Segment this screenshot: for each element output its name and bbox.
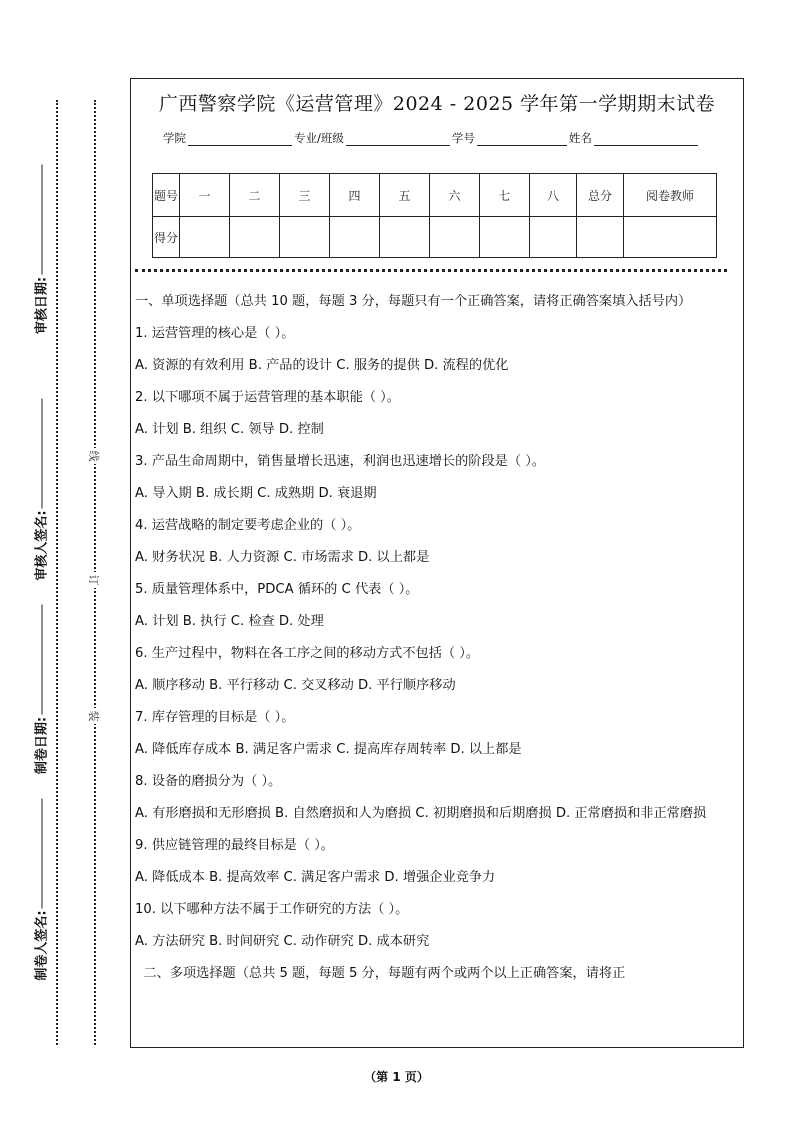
maker-date-field [31, 590, 50, 790]
score-table [152, 173, 717, 258]
question-4-options: A. 财务状况 B. 人力资源 C. 市场需求 D. 以上都是 [135, 550, 430, 565]
student-id-input[interactable] [477, 133, 567, 146]
question-number-header: 题号 [153, 174, 180, 217]
name-label: 姓名 [568, 131, 592, 145]
col-4: 四 [330, 174, 380, 217]
col-2: 二 [230, 174, 280, 217]
question-10-options: A. 方法研究 B. 时间研究 C. 动作研究 D. 成本研究 [135, 934, 430, 949]
exam-title: 广西警察学院《运营管理》2024 - 2025 学年第一学期期末试卷 [158, 93, 716, 115]
score-cell[interactable] [280, 217, 330, 258]
major-class-label: 专业/班级 [294, 131, 344, 145]
maker-sign-blank[interactable] [42, 798, 43, 908]
question-4: 4. 运营战略的制定要考虑企业的（ ）。 [135, 518, 361, 533]
score-cell[interactable] [430, 217, 480, 258]
reviewer-date-label: 审核日期: [34, 276, 50, 335]
question-6: 6. 生产过程中，物料在各工序之间的移动方式不包括（ ）。 [135, 646, 480, 661]
section-divider [135, 269, 727, 272]
binding-margin [0, 0, 128, 1122]
page-number: （第 1 页） [364, 1070, 429, 1084]
student-info-row [163, 130, 743, 146]
question-1-options: A. 资源的有效利用 B. 产品的设计 C. 服务的提供 D. 流程的优化 [135, 358, 509, 373]
maker-date-label: 制卷日期: [34, 716, 50, 775]
reviewer-date-blank[interactable] [42, 165, 43, 275]
col-5: 五 [380, 174, 430, 217]
binding-mark-bind: 装 [86, 708, 102, 724]
maker-date-blank[interactable] [42, 605, 43, 715]
reviewer-sign-label: 审核人签名: [34, 510, 50, 581]
binding-mark-staple: 订 [86, 572, 102, 588]
reviewer-date-field [31, 150, 50, 350]
question-9-options: A. 降低成本 B. 提高效率 C. 满足客户需求 D. 增强企业竞争力 [135, 870, 496, 885]
col-grader: 阅卷教师 [624, 174, 717, 217]
col-8: 八 [530, 174, 577, 217]
college-label: 学院 [163, 131, 186, 145]
question-8-options: A. 有形磨损和无形磨损 B. 自然磨损和人为磨损 C. 初期磨损和后期磨损 D. 正常磨损和非正常磨损 [135, 806, 707, 821]
col-3: 三 [280, 174, 330, 217]
score-cell[interactable] [480, 217, 530, 258]
exam-frame [130, 78, 744, 1048]
reviewer-sign-field [31, 390, 50, 590]
name-input[interactable] [594, 133, 698, 146]
score-table-header-row [153, 174, 717, 217]
score-cell[interactable] [180, 217, 230, 258]
college-input[interactable] [188, 133, 292, 146]
question-9: 9. 供应链管理的最终目标是（ ）。 [135, 838, 334, 853]
question-7: 7. 库存管理的目标是（ ）。 [135, 710, 295, 725]
grader-cell[interactable] [624, 217, 717, 258]
col-6: 六 [430, 174, 480, 217]
score-cell[interactable] [230, 217, 280, 258]
score-header: 得分 [153, 217, 180, 258]
major-class-input[interactable] [346, 133, 450, 146]
reviewer-sign-blank[interactable] [42, 398, 43, 508]
col-7: 七 [480, 174, 530, 217]
question-10: 10. 以下哪种方法不属于工作研究的方法（ ）。 [135, 902, 409, 917]
col-total: 总分 [577, 174, 624, 217]
student-id-label: 学号 [451, 131, 475, 145]
exam-content [135, 291, 739, 984]
question-6-options: A. 顺序移动 B. 平行移动 C. 交叉移动 D. 平行顺序移动 [135, 678, 456, 693]
total-score-cell[interactable] [577, 217, 624, 258]
score-cell[interactable] [380, 217, 430, 258]
col-1: 一 [180, 174, 230, 217]
question-7-options: A. 降低库存成本 B. 满足客户需求 C. 提高库存周转率 D. 以上都是 [135, 742, 522, 757]
question-3-options: A. 导入期 B. 成长期 C. 成熟期 D. 衰退期 [135, 486, 377, 501]
question-2-options: A. 计划 B. 组织 C. 领导 D. 控制 [135, 422, 324, 437]
section2-title: 二、多项选择题（总共 5 题，每题 5 分，每题有两个或两个以上正确答案，请将正 [135, 966, 626, 981]
question-5-options: A. 计划 B. 执行 C. 检查 D. 处理 [135, 614, 324, 629]
cut-line-outer [56, 100, 58, 1045]
question-2: 2. 以下哪项不属于运营管理的基本职能（ ）。 [135, 390, 400, 405]
score-cell[interactable] [530, 217, 577, 258]
score-table-score-row [153, 217, 717, 258]
question-1: 1. 运营管理的核心是（ ）。 [135, 326, 295, 341]
binding-mark-line: 线 [86, 448, 102, 464]
question-5: 5. 质量管理体系中，PDCA 循环的 C 代表（ ）。 [135, 582, 419, 597]
maker-sign-field [31, 790, 50, 990]
section1-title: 一、单项选择题（总共 10 题，每题 3 分，每题只有一个正确答案，请将正确答案填入括号内） [135, 294, 692, 309]
maker-sign-label: 制卷人签名: [34, 910, 50, 981]
question-8: 8. 设备的磨损分为（ ）。 [135, 774, 282, 789]
question-3: 3. 产品生命周期中，销售量增长迅速，利润也迅速增长的阶段是（ ）。 [135, 454, 545, 469]
score-cell[interactable] [330, 217, 380, 258]
